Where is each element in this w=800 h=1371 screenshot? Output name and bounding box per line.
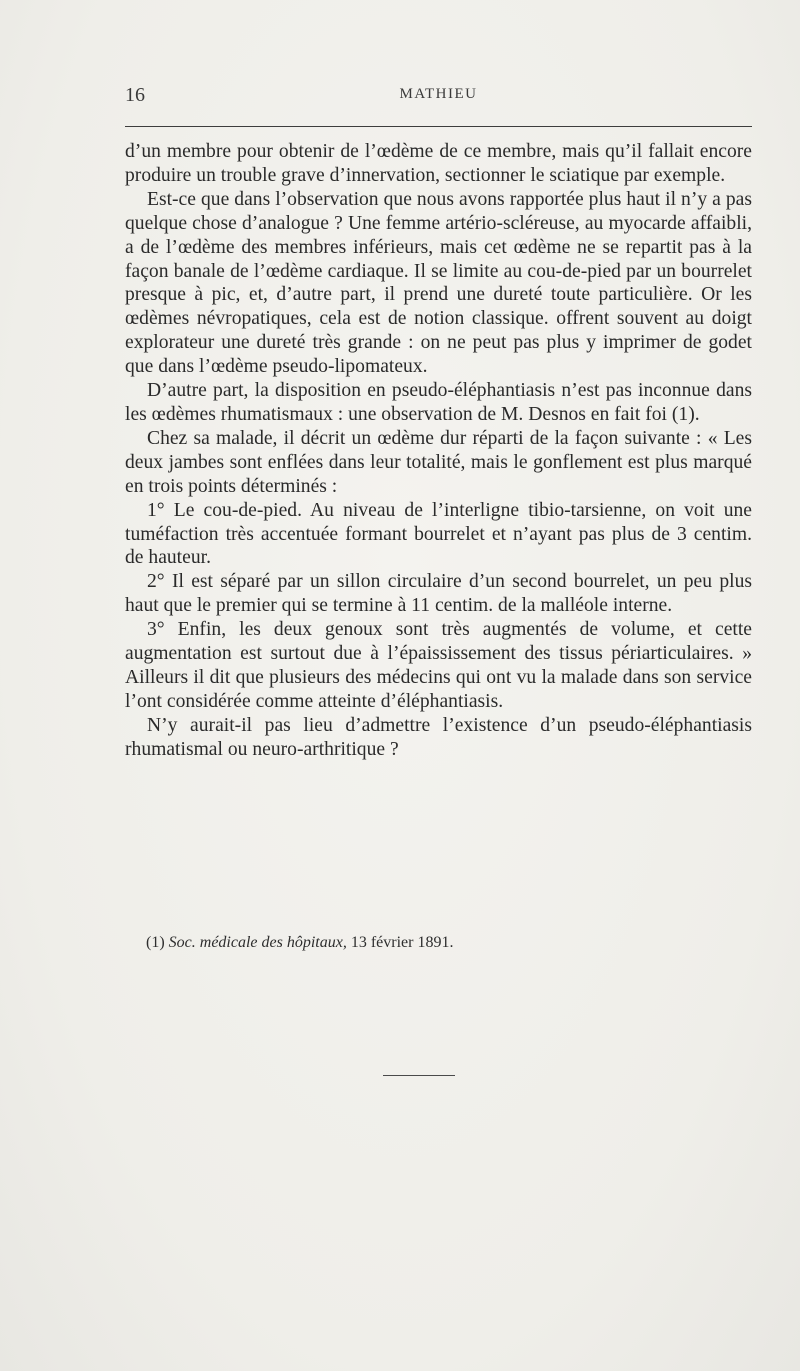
paragraph-1: d’un membre pour obtenir de l’œdème de ce membre, mais qu’il fallait encore produire un trouble grave d’innervation, sectionner le sciatique par exemple. (125, 141, 752, 186)
footnote (146, 934, 453, 952)
paragraph-2: Est-ce que dans l’observation que nous avons rapportée plus haut il n’y a pas quelque chose d’analogue ? Une femme artério-scléreuse, au myocarde affaibli, a de l’œdème des membres inférieurs, mais cet œdème ne se repartit pas à la façon banale de l’œdème cardiaque. Il se limite au cou-de-pied par un bourrelet presque à pic, et, d’autre part, il prend une dureté toute particulière. Or les œdèmes névropatiques, cela est de notion classique. offrent souvent au doigt explorateur une dureté très grande : on ne peut pas plus y imprimer de godet que dans l’œdème pseudo-lipomateux. (125, 188, 752, 378)
paragraph-3: D’autre part, la disposition en pseudo-éléphantiasis n’est pas inconnue dans les œdèmes rhumatismaux : une observation de M. Desnos en fait foi (1). (125, 380, 752, 425)
running-head: MATHIEU (399, 86, 478, 102)
footnote-date: 13 février 1891. (350, 934, 454, 951)
paragraph-7: 3° Enfin, les deux genoux sont très augmentés de volume, et cette augmentation est surtout due à l’épaississement des tissus périarticulaires. » Ailleurs il dit que plusieurs des médecins qui ont vu la malade dans son service l’ont considérée comme atteinte d’éléphantiasis. (125, 619, 752, 712)
paragraph-6: 2° Il est séparé par un sillon circulaire d’un second bourrelet, un peu plus haut que le premier qui se termine à 11 centim. de la malléole interne. (125, 571, 752, 617)
page-number: 16 (125, 84, 145, 106)
footnote-source: Soc. médicale des hôpitaux, (168, 934, 347, 951)
footnote-marker: (1) (146, 934, 165, 951)
page-header (125, 84, 752, 112)
body-text (125, 140, 752, 762)
paragraph-8: N’y aurait-il pas lieu d’admettre l’existence d’un pseudo-éléphantiasis rhumatismal ou neuro-arthritique ? (125, 714, 752, 760)
header-rule (125, 126, 752, 127)
paragraph-4: Chez sa malade, il décrit un œdème dur réparti de la façon suivante : « Les deux jambes sont enflées dans leur totalité, mais le gonflement est plus marqué en trois points déterminés : (125, 427, 752, 497)
paragraph-5: 1° Le cou-de-pied. Au niveau de l’interligne tibio-tarsienne, on voit une tuméfaction très accentuée formant bourrelet et n’ayant pas plus de 3 centim. de hauteur. (125, 499, 752, 569)
end-rule (383, 1075, 455, 1076)
